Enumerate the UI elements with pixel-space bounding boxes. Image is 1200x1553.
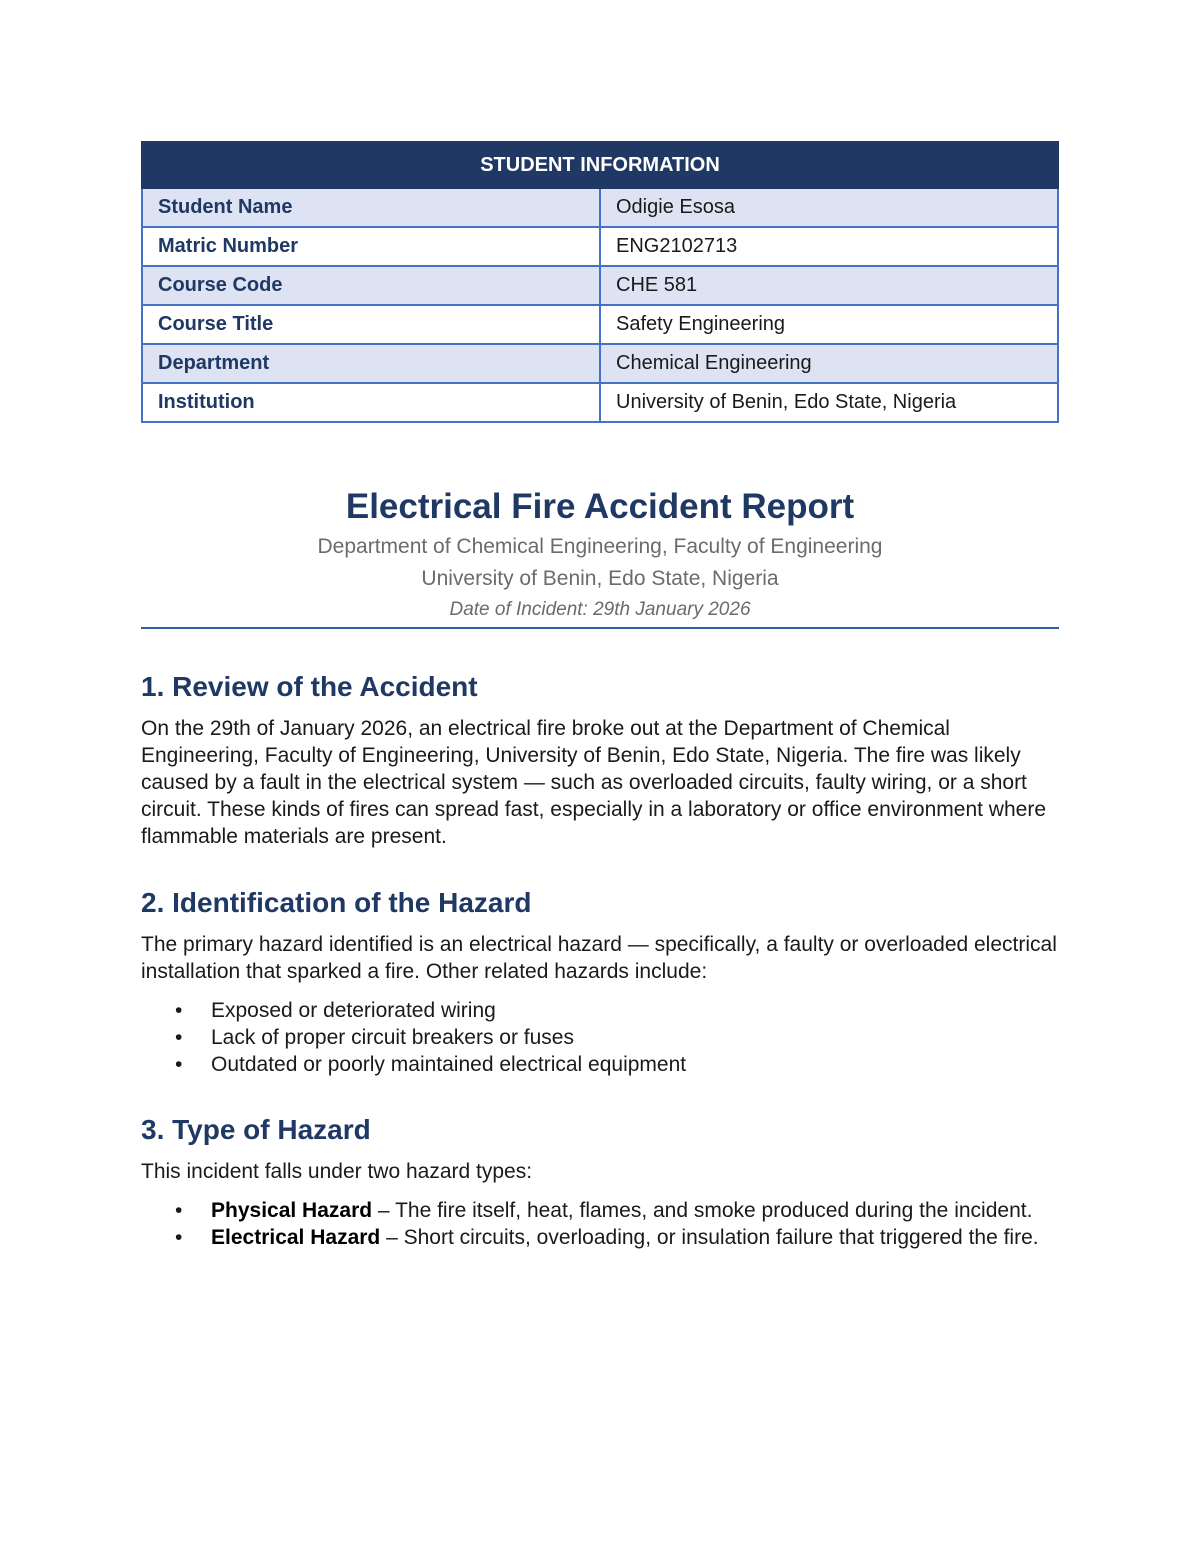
- section-heading: 3. Type of Hazard: [141, 1114, 371, 1145]
- list-item: [141, 1224, 1059, 1251]
- student-name-value: Odigie Esosa: [600, 188, 1058, 227]
- section-review: [141, 669, 1059, 850]
- list-item-text: Exposed or deteriorated wiring: [211, 999, 496, 1022]
- section-heading: 1. Review of the Accident: [141, 671, 478, 702]
- matric-number-label: Matric Number: [142, 227, 600, 266]
- student-info-header: STUDENT INFORMATION: [142, 142, 1058, 188]
- matric-number-value: ENG2102713: [600, 227, 1058, 266]
- department-label: Department: [142, 344, 600, 383]
- hazard-term: Electrical Hazard: [211, 1226, 381, 1249]
- list-item: [141, 1197, 1059, 1224]
- hazard-list: [141, 997, 1059, 1078]
- student-name-label: Student Name: [142, 188, 600, 227]
- table-row: [142, 188, 1058, 227]
- title-divider: [141, 627, 1059, 629]
- bullet-icon: •: [175, 1053, 183, 1076]
- hazard-type-list: [141, 1197, 1059, 1251]
- table-row: [142, 383, 1058, 422]
- course-title-value: Safety Engineering: [600, 305, 1058, 344]
- table-row: [142, 227, 1058, 266]
- list-item-text: Lack of proper circuit breakers or fuses: [211, 1026, 574, 1049]
- course-code-label: Course Code: [142, 266, 600, 305]
- section-paragraph: This incident falls under two hazard types:: [141, 1160, 533, 1183]
- list-item-text: Outdated or poorly maintained electrical equipment: [211, 1053, 687, 1076]
- course-title-label: Course Title: [142, 305, 600, 344]
- list-item: [141, 1051, 1059, 1078]
- course-code-value: CHE 581: [600, 266, 1058, 305]
- bullet-icon: •: [175, 999, 183, 1022]
- hazard-description: – Short circuits, overloading, or insulation failure that triggered the fire.: [380, 1226, 1039, 1249]
- hazard-description: – The fire itself, heat, flames, and smoke produced during the incident.: [372, 1199, 1033, 1222]
- section-paragraph: The primary hazard identified is an electrical hazard — specifically, a faulty or overloaded electrical installation that sparked a fire. Other related hazards include:: [141, 933, 1057, 983]
- section-hazard-type: [141, 1112, 1059, 1251]
- bullet-icon: •: [175, 1199, 183, 1222]
- report-subtitle-faculty: Department of Chemical Engineering, Faculty of Engineering: [317, 535, 883, 558]
- table-row: [142, 266, 1058, 305]
- list-item: [141, 1024, 1059, 1051]
- department-value: Chemical Engineering: [600, 344, 1058, 383]
- section-paragraph: On the 29th of January 2026, an electrical fire broke out at the Department of Chemical Engineering, Faculty of Engineering, University of Benin, Edo State, Nigeria. The fire was likely caused by a fault in the electrical system — such as overloaded circuits, faulty wiring, or a short circuit. These kinds of fires can spread fast, especially in a laboratory or office environment where flammable materials are present.: [141, 717, 1046, 848]
- bullet-icon: •: [175, 1026, 183, 1049]
- incident-date: Date of Incident: 29th January 2026: [449, 599, 751, 620]
- institution-label: Institution: [142, 383, 600, 422]
- report-title-block: [141, 485, 1059, 625]
- section-hazard-identification: [141, 885, 1059, 1078]
- student-info-table: [141, 141, 1059, 423]
- report-title: Electrical Fire Accident Report: [345, 487, 855, 526]
- table-row: [142, 305, 1058, 344]
- bullet-icon: •: [175, 1226, 183, 1249]
- document-page: [141, 141, 1059, 1249]
- report-subtitle-university: University of Benin, Edo State, Nigeria: [421, 567, 779, 590]
- section-heading: 2. Identification of the Hazard: [141, 887, 532, 918]
- hazard-term: Physical Hazard: [211, 1199, 373, 1222]
- institution-value: University of Benin, Edo State, Nigeria: [600, 383, 1058, 422]
- table-row: [142, 344, 1058, 383]
- list-item: [141, 997, 1059, 1024]
